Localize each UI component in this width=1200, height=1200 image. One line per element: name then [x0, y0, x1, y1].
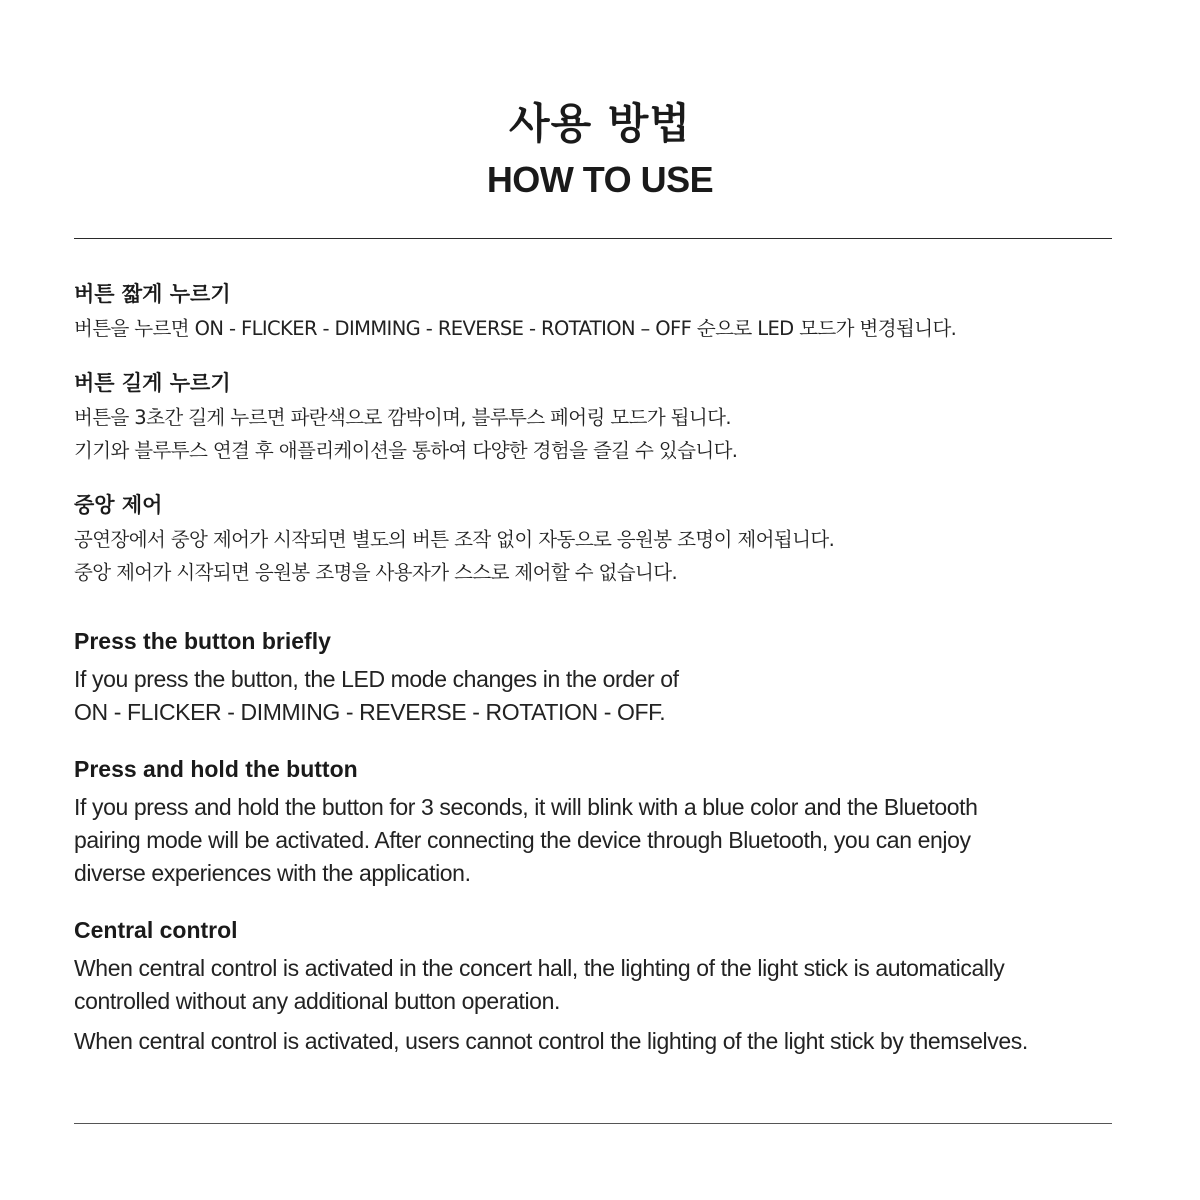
page-title-korean: 사용 방법: [509, 99, 691, 148]
page-header: [0, 96, 1200, 202]
section-text: 공연장에서 중앙 제어가 시작되면 별도의 버튼 조작 없이 자동으로 응원봉 조명이 제어됩니다.: [74, 528, 835, 551]
section-text: 버튼을 누르면 ON - FLICKER - DIMMING - REVERSE - ROTATION – OFF 순으로 LED 모드가 변경됩니다.: [74, 317, 957, 340]
bottom-divider: [74, 1123, 1112, 1124]
section-heading: Press and hold the button: [74, 756, 358, 782]
section-ko-short-press: [74, 276, 1124, 345]
section-text: If you press the button, the LED mode changes in the order of: [74, 666, 679, 692]
section-heading: 버튼 길게 누르기: [74, 371, 231, 395]
section-ko-central-control: [74, 487, 1124, 589]
section-en-central-control: [74, 912, 1124, 1058]
section-text: 중앙 제어가 시작되면 응원봉 조명을 사용자가 스스로 제어할 수 없습니다.: [74, 561, 678, 584]
section-text: pairing mode will be activated. After connecting the device through Bluetooth, you can enjoy: [74, 827, 971, 853]
section-heading: Press the button briefly: [74, 628, 331, 654]
section-text: When central control is activated, users cannot control the lighting of the light stick by themselves.: [74, 1028, 1028, 1054]
section-heading: 중앙 제어: [74, 493, 163, 517]
english-instructions: [74, 623, 1124, 1058]
section-text: diverse experiences with the application.: [74, 860, 471, 886]
section-text: When central control is activated in the concert hall, the lighting of the light stick is automatically: [74, 955, 1005, 981]
section-text: If you press and hold the button for 3 seconds, it will blink with a blue color and the Bluetooth: [74, 794, 978, 820]
section-ko-long-press: [74, 365, 1124, 467]
section-text: 버튼을 3초간 길게 누르면 파란색으로 깜박이며, 블루투스 페어링 모드가 됩니다.: [74, 406, 731, 429]
page-title-english: HOW TO USE: [486, 159, 714, 200]
instructions-content: [74, 276, 1124, 1058]
section-text: controlled without any additional button operation.: [74, 988, 560, 1014]
section-text: ON - FLICKER - DIMMING - REVERSE - ROTATION - OFF.: [74, 699, 666, 725]
section-en-long-press: [74, 751, 1124, 890]
section-text: 기기와 블루투스 연결 후 애플리케이션을 통하여 다양한 경험을 즐길 수 있습니다.: [74, 439, 738, 462]
top-divider: [74, 238, 1112, 239]
section-en-short-press: [74, 623, 1124, 729]
section-heading: Central control: [74, 917, 238, 943]
section-heading: 버튼 짧게 누르기: [74, 282, 231, 306]
